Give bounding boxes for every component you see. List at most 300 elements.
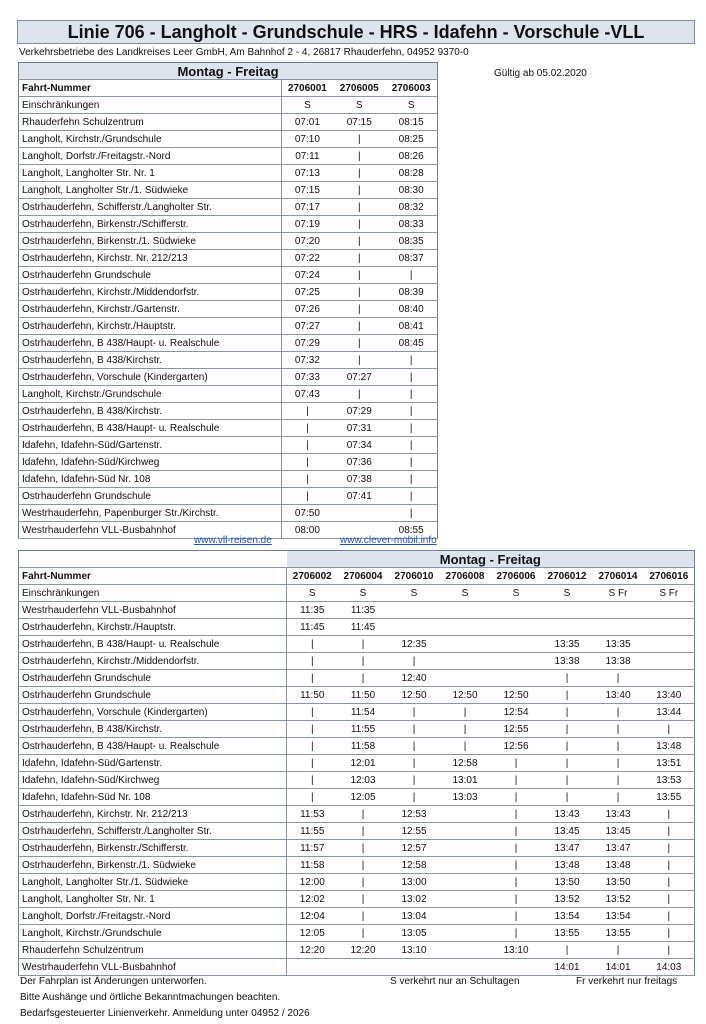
departure-time: 13:51 xyxy=(644,755,695,772)
departure-time: 07:41 xyxy=(333,488,385,505)
departure-time xyxy=(491,959,542,976)
departure-time xyxy=(440,959,491,976)
departure-time: 08:30 xyxy=(385,182,437,199)
departure-time: 13:10 xyxy=(491,942,542,959)
departure-time xyxy=(440,619,491,636)
departure-time: 13:43 xyxy=(542,806,593,823)
stop-name: Ostrhauderfehn Grundschule xyxy=(19,488,282,505)
departure-time: | xyxy=(281,437,333,454)
departure-time: 13:53 xyxy=(644,772,695,789)
stop-name: Langholt, Dorfstr./Freitagstr.-Nord xyxy=(19,908,287,925)
stop-name: Ostrhauderfehn, Birkenstr./Schifferstr. xyxy=(19,216,282,233)
trip-number: 2706012 xyxy=(542,568,593,585)
departure-time: | xyxy=(333,352,385,369)
stop-name: Ostrhauderfehn Grundschule xyxy=(19,267,282,284)
table-row xyxy=(19,420,438,437)
restriction-code: S Fr xyxy=(593,585,644,602)
departure-time: 08:45 xyxy=(385,335,437,352)
departure-time: | xyxy=(281,403,333,420)
table-row xyxy=(19,403,438,420)
restriction-row xyxy=(19,585,695,602)
departure-time xyxy=(440,908,491,925)
footer-note-notices: Bitte Aushänge und örtliche Bekanntmachungen beachten. xyxy=(20,992,281,1003)
departure-time: | xyxy=(338,925,389,942)
departure-time: 08:35 xyxy=(385,233,437,250)
stop-name: Ostrhauderfehn, Vorschule (Kindergarten) xyxy=(19,369,282,386)
departure-time: | xyxy=(542,772,593,789)
restriction-code: S xyxy=(287,585,338,602)
table-row xyxy=(19,653,695,670)
departure-time: | xyxy=(385,488,437,505)
departure-time: | xyxy=(644,942,695,959)
departure-time: | xyxy=(333,233,385,250)
departure-time: | xyxy=(333,301,385,318)
table-row xyxy=(19,454,438,471)
table-header-row xyxy=(19,551,695,568)
departure-time: 12:00 xyxy=(287,874,338,891)
departure-time: 13:01 xyxy=(440,772,491,789)
departure-time: | xyxy=(644,823,695,840)
departure-time: | xyxy=(644,857,695,874)
stop-name: Idafehn, Idafehn-Süd/Kirchweg xyxy=(19,772,287,789)
departure-time: 07:38 xyxy=(333,471,385,488)
table-row xyxy=(19,738,695,755)
restriction-row xyxy=(19,97,438,114)
departure-time: 07:50 xyxy=(281,505,333,522)
departure-time xyxy=(542,602,593,619)
table-header-row xyxy=(19,63,438,80)
header-spacer xyxy=(19,551,287,568)
departure-time: | xyxy=(542,942,593,959)
departure-time xyxy=(491,619,542,636)
departure-time: 12:54 xyxy=(491,704,542,721)
departure-time: 13:10 xyxy=(389,942,440,959)
stop-name: Ostrhauderfehn, Birkenstr./1. Südwieke xyxy=(19,233,282,250)
departure-time: | xyxy=(385,454,437,471)
departure-time: 12:01 xyxy=(338,755,389,772)
table-row xyxy=(19,199,438,216)
table-row xyxy=(19,301,438,318)
departure-time: | xyxy=(542,687,593,704)
departure-time: | xyxy=(281,454,333,471)
departure-time: | xyxy=(389,653,440,670)
departure-time xyxy=(593,619,644,636)
trip-number: 2706008 xyxy=(440,568,491,585)
footer-note-booking: Bedarfsgesteuerter Linienverkehr. Anmeldung unter 04952 / 2026 xyxy=(20,1008,310,1019)
departure-time: 07:15 xyxy=(281,182,333,199)
departure-time xyxy=(440,636,491,653)
departure-time xyxy=(440,874,491,891)
departure-time: 07:43 xyxy=(281,386,333,403)
departure-time: | xyxy=(338,806,389,823)
departure-time: 11:53 xyxy=(287,806,338,823)
departure-time: 12:58 xyxy=(440,755,491,772)
departure-time: | xyxy=(287,670,338,687)
stop-name: Idafehn, Idafehn-Süd/Gartenstr. xyxy=(19,437,282,454)
restriction-code: S xyxy=(338,585,389,602)
departure-time: 13:52 xyxy=(542,891,593,908)
departure-time xyxy=(440,670,491,687)
departure-time xyxy=(644,619,695,636)
table-row xyxy=(19,636,695,653)
departure-time: | xyxy=(491,806,542,823)
departure-time xyxy=(440,857,491,874)
table-row xyxy=(19,284,438,301)
departure-time: 12:56 xyxy=(491,738,542,755)
departure-time: | xyxy=(440,704,491,721)
departure-time: 12:57 xyxy=(389,840,440,857)
page-title: Linie 706 - Langholt - Grundschule - HRS - Idafehn - Vorschule -VLL xyxy=(17,20,695,44)
departure-time: | xyxy=(593,755,644,772)
departure-time: | xyxy=(333,250,385,267)
trip-number: 2706014 xyxy=(593,568,644,585)
stop-name: Ostrhauderfehn, Kirchstr. Nr. 212/213 xyxy=(19,250,282,267)
departure-time: | xyxy=(338,636,389,653)
departure-time: 13:50 xyxy=(593,874,644,891)
departure-time: 13:04 xyxy=(389,908,440,925)
table-row xyxy=(19,704,695,721)
trip-number-label: Fahrt-Nummer xyxy=(19,80,282,97)
departure-time xyxy=(644,602,695,619)
departure-time: 07:20 xyxy=(281,233,333,250)
departure-time: | xyxy=(385,420,437,437)
table-row xyxy=(19,857,695,874)
departure-time: | xyxy=(491,840,542,857)
departure-time: 13:55 xyxy=(644,789,695,806)
departure-time: | xyxy=(333,148,385,165)
stop-name: Idafehn, Idafehn-Süd Nr. 108 xyxy=(19,471,282,488)
trip-number: 2706006 xyxy=(491,568,542,585)
departure-time: | xyxy=(542,670,593,687)
departure-time: 12:04 xyxy=(287,908,338,925)
departure-time: | xyxy=(491,908,542,925)
departure-time: | xyxy=(491,857,542,874)
departure-time: | xyxy=(333,335,385,352)
departure-time: | xyxy=(287,789,338,806)
departure-time: | xyxy=(385,403,437,420)
table-row xyxy=(19,488,438,505)
departure-time: 13:47 xyxy=(593,840,644,857)
departure-time: 12:02 xyxy=(287,891,338,908)
trip-number: 2706010 xyxy=(389,568,440,585)
departure-time: 12:40 xyxy=(389,670,440,687)
table-row xyxy=(19,318,438,335)
departure-time: | xyxy=(593,772,644,789)
departure-time: | xyxy=(644,806,695,823)
table-row xyxy=(19,772,695,789)
departure-time: | xyxy=(338,670,389,687)
stop-name: Ostrhauderfehn, Schifferstr./Langholter Str. xyxy=(19,199,282,216)
departure-time: 07:32 xyxy=(281,352,333,369)
departure-time xyxy=(440,602,491,619)
table-row xyxy=(19,806,695,823)
departure-time: 07:22 xyxy=(281,250,333,267)
stop-name: Ostrhauderfehn, B 438/Haupt- u. Realschule xyxy=(19,335,282,352)
departure-time: 13:44 xyxy=(644,704,695,721)
departure-time: | xyxy=(333,165,385,182)
departure-time: 12:50 xyxy=(389,687,440,704)
departure-time xyxy=(389,619,440,636)
departure-time: 07:27 xyxy=(333,369,385,386)
departure-time: 13:03 xyxy=(440,789,491,806)
departure-time: 11:55 xyxy=(287,823,338,840)
stop-name: Langholt, Langholter Str./1. Südwieke xyxy=(19,182,282,199)
stop-name: Westrhauderfehn VLL-Busbahnhof xyxy=(19,959,287,976)
departure-time: | xyxy=(333,267,385,284)
departure-time xyxy=(389,959,440,976)
departure-time: 13:38 xyxy=(542,653,593,670)
departure-time: 07:19 xyxy=(281,216,333,233)
stop-name: Idafehn, Idafehn-Süd/Kirchweg xyxy=(19,454,282,471)
departure-time: | xyxy=(644,840,695,857)
departure-time: 14:01 xyxy=(593,959,644,976)
stop-name: Ostrhauderfehn, Kirchstr./Hauptstr. xyxy=(19,619,287,636)
departure-time: 12:50 xyxy=(491,687,542,704)
departure-time xyxy=(542,619,593,636)
stop-name: Langholt, Kirchstr./Grundschule xyxy=(19,131,282,148)
departure-time: 07:34 xyxy=(333,437,385,454)
departure-time: | xyxy=(281,471,333,488)
table-row xyxy=(19,131,438,148)
departure-time: 13:54 xyxy=(542,908,593,925)
departure-time: 13:40 xyxy=(593,687,644,704)
stop-name: Ostrhauderfehn, B 438/Haupt- u. Realschule xyxy=(19,636,287,653)
stop-name: Ostrhauderfehn Grundschule xyxy=(19,687,287,704)
departure-time: | xyxy=(491,755,542,772)
departure-time: 07:01 xyxy=(281,114,333,131)
valid-from: Gültig ab 05.02.2020 xyxy=(494,68,587,79)
departure-time: | xyxy=(440,738,491,755)
departure-time: | xyxy=(333,131,385,148)
departure-time: 14:03 xyxy=(644,959,695,976)
table-row xyxy=(19,840,695,857)
departure-time: | xyxy=(389,721,440,738)
restriction-code: S xyxy=(333,97,385,114)
departure-time: 07:27 xyxy=(281,318,333,335)
departure-time: | xyxy=(338,840,389,857)
departure-time: 12:35 xyxy=(389,636,440,653)
stop-name: Idafehn, Idafehn-Süd Nr. 108 xyxy=(19,789,287,806)
departure-time xyxy=(338,959,389,976)
departure-time: | xyxy=(287,738,338,755)
table-row xyxy=(19,471,438,488)
departure-time: 13:38 xyxy=(593,653,644,670)
departure-time: 13:48 xyxy=(644,738,695,755)
table-row xyxy=(19,789,695,806)
departure-time: | xyxy=(281,488,333,505)
trip-number: 2706003 xyxy=(385,80,437,97)
link-vll-reisen[interactable]: www.vll-reisen.de xyxy=(194,535,272,546)
departure-time: 07:29 xyxy=(281,335,333,352)
stop-name: Idafehn, Idafehn-Süd/Gartenstr. xyxy=(19,755,287,772)
trip-number: 2706002 xyxy=(287,568,338,585)
departure-time: | xyxy=(440,721,491,738)
departure-time: 13:35 xyxy=(593,636,644,653)
departure-time: 07:17 xyxy=(281,199,333,216)
departure-time: | xyxy=(338,823,389,840)
departure-time: | xyxy=(338,891,389,908)
departure-time: | xyxy=(491,789,542,806)
table-row xyxy=(19,670,695,687)
restriction-code: S xyxy=(389,585,440,602)
departure-time: 12:05 xyxy=(338,789,389,806)
stop-name: Ostrhauderfehn, B 438/Kirchstr. xyxy=(19,352,282,369)
stop-name: Westrhauderfehn VLL-Busbahnhof xyxy=(19,522,282,539)
departure-time: 07:26 xyxy=(281,301,333,318)
departure-time: 13:55 xyxy=(593,925,644,942)
restriction-code: S xyxy=(385,97,437,114)
stop-name: Ostrhauderfehn, B 438/Haupt- u. Realschule xyxy=(19,738,287,755)
departure-time: | xyxy=(491,874,542,891)
trip-number: 2706004 xyxy=(338,568,389,585)
departure-time: 12:55 xyxy=(389,823,440,840)
restriction-label: Einschränkungen xyxy=(19,585,287,602)
stop-name: Ostrhauderfehn, Schifferstr./Langholter Str. xyxy=(19,823,287,840)
departure-time: 13:45 xyxy=(542,823,593,840)
restriction-code: S xyxy=(281,97,333,114)
stop-name: Langholt, Langholter Str. Nr. 1 xyxy=(19,891,287,908)
departure-time: | xyxy=(333,386,385,403)
departure-time: 11:58 xyxy=(287,857,338,874)
departure-time: | xyxy=(287,653,338,670)
link-clever-mobil[interactable]: www.clever-mobil.info xyxy=(340,535,437,546)
table-row xyxy=(19,874,695,891)
table-row xyxy=(19,352,438,369)
table-row xyxy=(19,925,695,942)
table-row xyxy=(19,369,438,386)
trip-number: 2706005 xyxy=(333,80,385,97)
table-row xyxy=(19,619,695,636)
departure-time: | xyxy=(593,670,644,687)
departure-time: | xyxy=(491,891,542,908)
table-row xyxy=(19,891,695,908)
stop-name: Ostrhauderfehn, Kirchstr./Gartenstr. xyxy=(19,301,282,318)
departure-time: 12:55 xyxy=(491,721,542,738)
departure-time: | xyxy=(287,636,338,653)
departure-time: | xyxy=(338,857,389,874)
departure-time: 13:00 xyxy=(389,874,440,891)
departure-time: | xyxy=(385,267,437,284)
stop-name: Ostrhauderfehn, Kirchstr./Hauptstr. xyxy=(19,318,282,335)
departure-time: | xyxy=(593,704,644,721)
trip-number: 2706016 xyxy=(644,568,695,585)
departure-time: 13:54 xyxy=(593,908,644,925)
departure-time xyxy=(644,653,695,670)
stop-name: Ostrhauderfehn Grundschule xyxy=(19,670,287,687)
table-row xyxy=(19,942,695,959)
departure-time: 11:58 xyxy=(338,738,389,755)
departure-time: 13:48 xyxy=(542,857,593,874)
departure-time: | xyxy=(542,738,593,755)
departure-time: 12:20 xyxy=(287,942,338,959)
trip-number: 2706001 xyxy=(281,80,333,97)
restriction-code: S xyxy=(440,585,491,602)
departure-time: | xyxy=(542,789,593,806)
legend-fridays: Fr verkehrt nur freitags xyxy=(576,976,678,987)
table-row xyxy=(19,908,695,925)
departure-time: | xyxy=(491,925,542,942)
table-row xyxy=(19,437,438,454)
departure-time: | xyxy=(644,721,695,738)
departure-time: 11:45 xyxy=(338,619,389,636)
departure-time: 12:20 xyxy=(338,942,389,959)
departure-time: | xyxy=(385,352,437,369)
restriction-label: Einschränkungen xyxy=(19,97,282,114)
table-row xyxy=(19,721,695,738)
departure-time: | xyxy=(389,772,440,789)
departure-time: 11:57 xyxy=(287,840,338,857)
departure-time: 11:50 xyxy=(338,687,389,704)
table-row xyxy=(19,250,438,267)
departure-time xyxy=(287,959,338,976)
departure-time: | xyxy=(644,908,695,925)
departure-time: | xyxy=(338,908,389,925)
footer-note-changes: Der Fahrplan ist Änderungen unterworfen. xyxy=(20,976,207,987)
departure-time: 11:35 xyxy=(287,602,338,619)
departure-time: 13:35 xyxy=(542,636,593,653)
departure-time: 13:52 xyxy=(593,891,644,908)
departure-time: 07:29 xyxy=(333,403,385,420)
departure-time: 08:41 xyxy=(385,318,437,335)
stop-name: Ostrhauderfehn, Kirchstr./Middendorfstr. xyxy=(19,653,287,670)
departure-time: | xyxy=(542,721,593,738)
restriction-code: S xyxy=(542,585,593,602)
departure-time: | xyxy=(281,420,333,437)
departure-time: 07:24 xyxy=(281,267,333,284)
departure-time: 11:35 xyxy=(338,602,389,619)
departure-time: | xyxy=(644,891,695,908)
departure-time: | xyxy=(385,505,437,522)
restriction-code: S Fr xyxy=(644,585,695,602)
departure-time: | xyxy=(644,874,695,891)
departure-time: 08:32 xyxy=(385,199,437,216)
departure-time xyxy=(491,636,542,653)
departure-time: | xyxy=(593,942,644,959)
departure-time: | xyxy=(338,653,389,670)
stop-name: Westrhauderfehn, Papenburger Str./Kirchstr. xyxy=(19,505,282,522)
departure-time: 08:33 xyxy=(385,216,437,233)
stop-name: Ostrhauderfehn, Birkenstr./1. Südwieke xyxy=(19,857,287,874)
stop-name: Rhauderfehn Schulzentrum xyxy=(19,114,282,131)
table-row xyxy=(19,602,695,619)
departure-time: 13:05 xyxy=(389,925,440,942)
departure-time xyxy=(440,925,491,942)
departure-time: | xyxy=(287,704,338,721)
departure-time: | xyxy=(333,284,385,301)
stop-name: Ostrhauderfehn, B 438/Kirchstr. xyxy=(19,403,282,420)
departure-time xyxy=(440,942,491,959)
departure-time: 13:40 xyxy=(644,687,695,704)
departure-time: 11:55 xyxy=(338,721,389,738)
table-row xyxy=(19,114,438,131)
departure-time: | xyxy=(389,755,440,772)
departure-time: 07:33 xyxy=(281,369,333,386)
departure-time: | xyxy=(333,216,385,233)
departure-time: | xyxy=(491,772,542,789)
departure-time: | xyxy=(593,738,644,755)
departure-time: 08:28 xyxy=(385,165,437,182)
departure-time xyxy=(440,891,491,908)
departure-time: | xyxy=(593,789,644,806)
stop-name: Ostrhauderfehn, Birkenstr./Schifferstr. xyxy=(19,840,287,857)
stop-name: Langholt, Langholter Str. Nr. 1 xyxy=(19,165,282,182)
departure-time: 14:01 xyxy=(542,959,593,976)
departure-time: 12:03 xyxy=(338,772,389,789)
departure-time: 07:11 xyxy=(281,148,333,165)
trip-number-row xyxy=(19,80,438,97)
departure-time: 11:45 xyxy=(287,619,338,636)
departure-time: 13:43 xyxy=(593,806,644,823)
